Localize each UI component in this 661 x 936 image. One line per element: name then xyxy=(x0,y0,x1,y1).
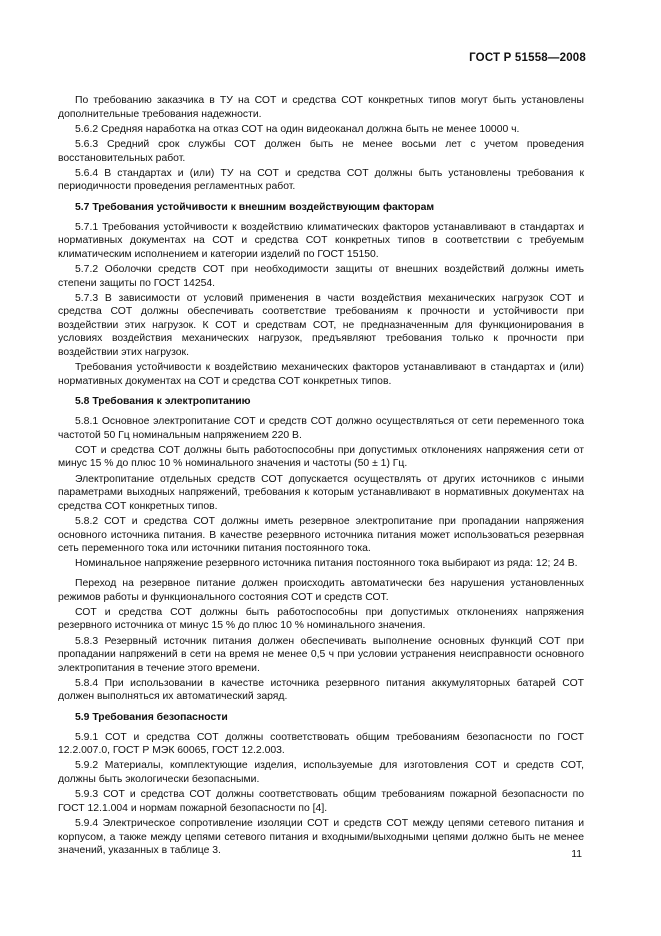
paragraph: 5.8.4 При использовании в качестве источника резервного питания аккумуляторных батарей СОТ должен выполняться их автоматический заряд. xyxy=(58,677,584,703)
paragraph: Переход на резервное питание должен происходить автоматически без нарушения установленных режимов работы и функционального состояния СОТ и средств СОТ. xyxy=(58,577,584,603)
document-body xyxy=(58,94,584,859)
paragraph: 5.8.1 Основное электропитание СОТ и средств СОТ должно осуществляться от сети переменного тока частотой 50 Гц номинальным напряжением 220 В. xyxy=(58,416,584,441)
paragraph: Требования устойчивости к воздействию механических факторов устанавливают в стандартах и (или) нормативных документах на СОТ и средства СОТ конкретных типов. xyxy=(58,362,584,387)
paragraph: 5.7.2 Оболочки средств СОТ при необходимости защиты от внешних воздействий должны иметь степени защиты по ГОСТ 14254. xyxy=(58,263,584,289)
paragraph: Электропитание отдельных средств СОТ допускается осуществлять от других источников с иными параметрами выходных напряжений, требования к которым устанавливают в нормативных документах на средства СОТ конкретных типов. xyxy=(58,473,584,512)
paragraph: 5.8.3 Резервный источник питания должен обеспечивать выполнение основных функций СОТ при пропадании напряжений в сети на время не менее 0,5 ч при условии устранения неисправности основного электропитания в течение этого времени. xyxy=(58,635,584,674)
paragraph: 5.6.2 Средняя наработка на отказ СОТ на один видеоканал должна быть не менее 10000 ч. xyxy=(75,123,520,135)
paragraph: 5.9.3 СОТ и средства СОТ должны соответствовать общим требованиям пожарной безопасности по ГОСТ 12.1.004 и нормам пожарной безопасности по [4]. xyxy=(58,789,584,814)
paragraph: 5.9.1 СОТ и средства СОТ должны соответствовать общим требованиям безопасности по ГОСТ 12.2.007.0, ГОСТ Р МЭК 60065, ГОСТ 12.2.003. xyxy=(58,731,584,757)
paragraph: 5.7.1 Требования устойчивости к воздействию климатических факторов устанавливают в стандартах и нормативных документах на СОТ и средства СОТ конкретных типов в соответствии с требуемым климатическим исполнением и категории изделий по ГОСТ 15150. xyxy=(58,221,584,260)
paragraph: 5.9.2 Материалы, комплектующие изделия, используемые для изготовления СОТ и средств СОТ, должны быть экологически безопасными. xyxy=(58,760,584,786)
paragraph: По требованию заказчика в ТУ на СОТ и средства СОТ конкретных типов могут быть установлены дополнительные требования надежности. xyxy=(58,95,584,120)
page-number: 11 xyxy=(571,849,582,860)
paragraph: 5.6.3 Средний срок службы СОТ должен быть не менее восьми лет с учетом проведения восстановительных работ. xyxy=(58,138,584,164)
paragraph: 5.7.3 В зависимости от условий применения в части воздействия механических нагрузок СОТ и средства СОТ должны обеспечивать соответствие требованиям к прочности и устойчивости при воздействии этих нагрузок. К СОТ и средствам СОТ, не предназначенным для функционирования в условиях воздействия механических нагрузок, предъявляют требования только к прочности при воздействии этих нагрузок. xyxy=(58,292,584,359)
paragraph: 5.9.4 Электрическое сопротивление изоляции СОТ и средств СОТ между цепями сетевого питания и корпусом, а также между цепями сетевого питания и входными/выходными цепями должно быть не менее значений, указанных в таблице 3. xyxy=(58,818,584,857)
paragraph: 5.6.4 В стандартах и (или) ТУ на СОТ и средства СОТ должны быть установлены требования к периодичности проведения регламентных работ. xyxy=(58,167,584,193)
section-heading: 5.9 Требования безопасности xyxy=(75,712,228,724)
paragraph: 5.8.2 СОТ и средства СОТ должны иметь резервное электропитание при пропадании напряжения основного источника питания. В качестве резервного источника питания может использоваться резервная сеть переменного тока или источники питания постоянного тока. xyxy=(58,515,584,555)
paragraph: СОТ и средства СОТ должны быть работоспособны при допустимых отклонениях напряжения сети от минус 15 % до плюс 10 % номинального значения и частоты (50 ± 1) Гц. xyxy=(58,444,584,470)
section-heading: 5.8 Требования к электропитанию xyxy=(75,396,251,408)
paragraph: СОТ и средства СОТ должны быть работоспособны при допустимых отклонениях напряжения резервного источника от минус 15 % до плюс 10 % номинального значения. xyxy=(58,606,584,632)
paragraph: Номинальное напряжение резервного источника питания постоянного тока выбирают из ряда: 12; 24 В. xyxy=(75,558,578,570)
document-header: ГОСТ Р 51558—2008 xyxy=(469,52,586,64)
section-heading: 5.7 Требования устойчивости к внешним воздействующим факторам xyxy=(75,201,435,213)
